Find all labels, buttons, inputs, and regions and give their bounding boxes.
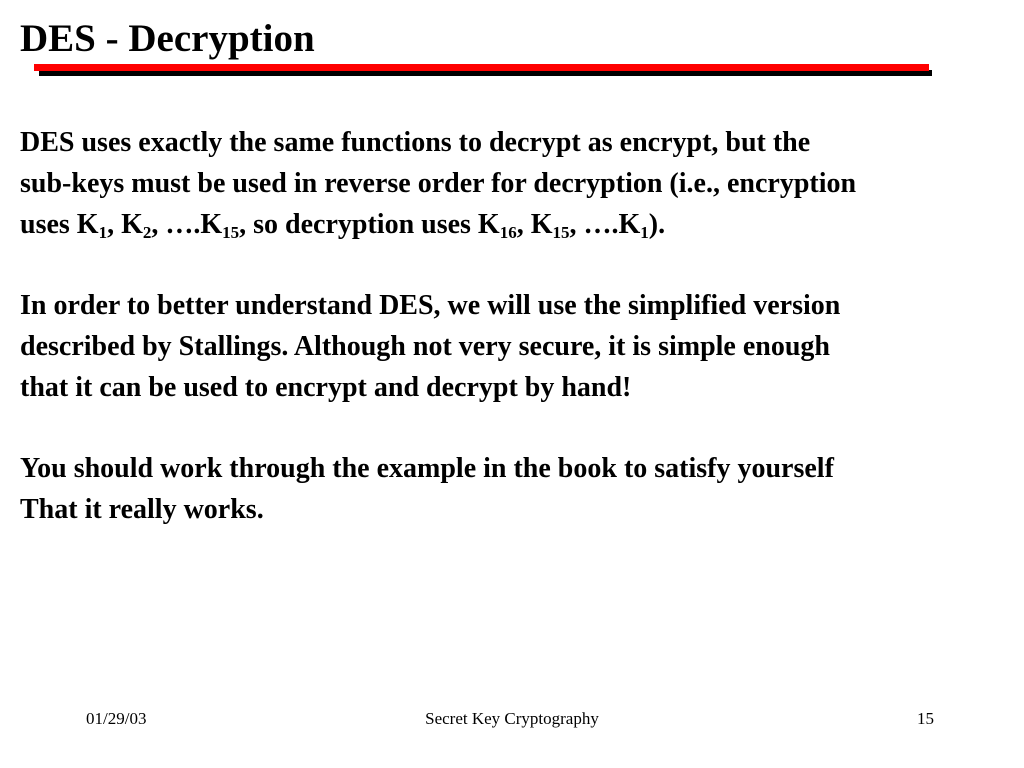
paragraph-decryption-keys <box>20 122 1024 245</box>
paragraph-simplified-des <box>20 285 1024 408</box>
text-segment: , K <box>516 209 553 240</box>
subscript: 16 <box>499 223 517 242</box>
slide-body <box>20 122 1024 570</box>
paragraph-example <box>20 448 1024 530</box>
subscript: 1 <box>98 223 108 242</box>
text-line: That it really works. <box>20 494 264 525</box>
footer-date: 01/29/03 <box>86 709 147 728</box>
text-line: that it can be used to encrypt and decrypt by hand! <box>20 372 632 403</box>
text-segment: , ….K <box>151 209 223 240</box>
text-segment: ). <box>648 209 666 240</box>
text-segment: , K <box>107 209 143 240</box>
text-line: sub-keys must be used in reverse order for decryption (i.e., encryption <box>20 168 857 199</box>
slide-title: DES - Decryption <box>20 17 315 60</box>
text-segment: uses K <box>20 209 99 240</box>
page-number: 15 <box>917 709 934 728</box>
title-rule <box>34 64 929 71</box>
text-line: In order to better understand DES, we will use the simplified version <box>20 290 841 321</box>
subscript: 15 <box>552 223 570 242</box>
text-line: You should work through the example in the book to satisfy yourself <box>20 453 834 484</box>
subscript: 15 <box>222 223 240 242</box>
text-segment: , ….K <box>569 209 641 240</box>
text-line: described by Stallings. Although not very secure, it is simple enough <box>20 331 831 362</box>
text-segment: , so decryption uses K <box>239 209 500 240</box>
footer-title: Secret Key Cryptography <box>425 709 599 728</box>
subscript: 1 <box>640 223 649 242</box>
subscript: 2 <box>142 223 152 242</box>
text-line: DES uses exactly the same functions to decrypt as encrypt, but the <box>20 127 811 158</box>
text-line-with-subscripts <box>20 204 1024 245</box>
